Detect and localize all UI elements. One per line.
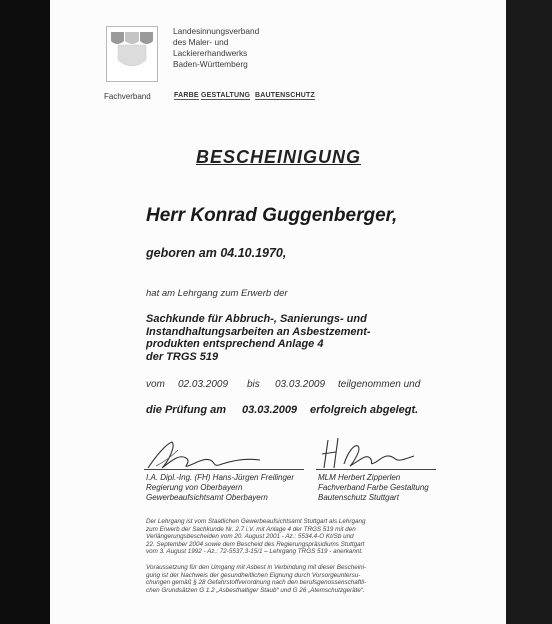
footnote-line: vom 3. August 1992 - Az.: 72-5537.3-15/1 – Lehrgang TRGS 519 - anerkannt.: [146, 548, 363, 556]
signatory-left: [146, 473, 294, 503]
dates-vom: vom: [146, 379, 165, 390]
dates-bis: bis: [247, 379, 260, 390]
guild-logo: [106, 26, 158, 82]
signature-line-left: [144, 469, 304, 470]
exam-date: 03.03.2009: [242, 404, 298, 416]
footnote-line: Verlängerungsbescheiden vom 20. August 2001 - Az.: 5534.4-O Kt/Sb und: [146, 533, 354, 541]
certificate-title: BESCHEINIGUNG: [196, 147, 362, 167]
signatory-line: MLM Herbert Zipperlen: [318, 473, 401, 482]
org-line: Baden-Württemberg: [173, 59, 248, 69]
signature-line-right: [316, 469, 436, 470]
org-line: des Maler- und: [173, 37, 229, 47]
exam-head: die Prüfung am: [146, 404, 227, 416]
recipient-name: Herr Konrad Guggenberger,: [146, 205, 398, 226]
footnote-line: gung ist der Nachweis der gesundheitlichen Eignung durch Vorsorgeuntersu-: [146, 571, 361, 579]
course-start-date: 02.03.2009: [178, 379, 229, 390]
footnote-line: chen Grundsätzen G 1.2 „Asbesthaltiger Staub“ und G 26 „Atemschutzgeräte“.: [146, 586, 365, 594]
footnote-line: Der Lehrgang ist vom Staatlichen Gewerbeaufsichtsamt Stuttgart als Lehrgang: [146, 518, 366, 525]
fachverband-label: Fachverband: [104, 92, 151, 101]
signatory-line: Regierung von Oberbayern: [146, 483, 243, 492]
tagline-gestaltung: GESTALTUNG: [201, 92, 251, 99]
course-subject: [146, 313, 371, 363]
footnote-line: Voraussetzung für den Umgang mit Asbest in Verbindung mit dieser Bescheini-: [146, 564, 367, 571]
subject-line: Sachkunde für Abbruch-, Sanierungs- und: [146, 313, 367, 325]
right-handwritten-signature: [318, 434, 418, 472]
coat-of-arms-icon: [107, 27, 157, 81]
organization-name: [173, 26, 259, 70]
footnote-line: chungen gemäß § 28 Gefahrstoffverordnung nach den berufsgenossenschaftli-: [146, 579, 367, 587]
subject-line: produkten entsprechend Anlage 4: [146, 338, 324, 350]
birth-date-line: geboren am 04.10.1970,: [146, 246, 287, 260]
tagline-farbe: FARBE: [174, 92, 199, 99]
org-line: Lackiererhandwerks: [173, 48, 248, 58]
certificate-page: [50, 0, 510, 624]
page-edge-shadow: [506, 0, 552, 624]
exam-tail: erfolgreich abgelegt.: [310, 404, 419, 416]
signatory-line: Fachverband Farbe Gestaltung: [318, 483, 429, 492]
intro-text: hat am Lehrgang zum Erwerb der: [146, 288, 288, 299]
left-handwritten-signature: [142, 436, 272, 472]
dates-tail: teilgenommen und: [338, 379, 421, 390]
org-line: Landesinnungsverband: [173, 26, 260, 36]
signatory-line: Bautenschutz Stuttgart: [318, 493, 399, 502]
footnote-accreditation: [146, 518, 365, 556]
subject-line: der TRGS 519: [146, 350, 219, 363]
tagline-bautenschutz: BAUTENSCHUTZ: [255, 92, 315, 99]
course-end-date: 03.03.2009: [275, 379, 326, 390]
subject-line: Instandhaltungsarbeiten an Asbestzement-: [146, 325, 371, 338]
footnote-line: zum Erwerb der Sachkunde Nr. 2.7 i.V. mit Anlage 4 der TRGS 519 mit den: [146, 525, 356, 533]
signatory-line: I.A. Dipl.-Ing. (FH) Hans-Jürgen Freilinger: [146, 473, 295, 482]
footnote-line: 22. September 2004 sowie dem Bescheid des Regierungspräsidiums Stuttgart: [146, 540, 365, 548]
footnote-health-requirement: [146, 564, 366, 594]
signatory-line: Gewerbeaufsichtsamt Oberbayern: [146, 493, 268, 502]
signatory-right: [318, 473, 429, 503]
